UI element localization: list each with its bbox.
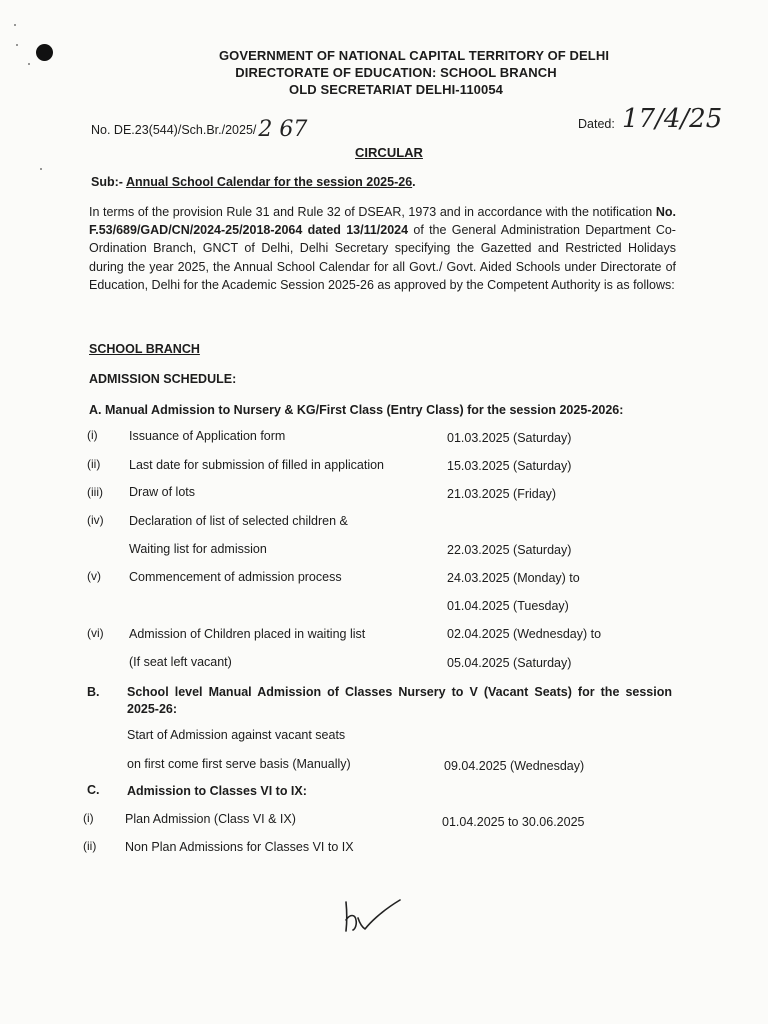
row-number: (i) <box>83 811 94 825</box>
header-line-1: GOVERNMENT OF NATIONAL CAPITAL TERRITORY OF DELHI <box>218 48 610 63</box>
row-description: Declaration of list of selected children & <box>129 514 348 528</box>
row-number: (i) <box>87 428 98 442</box>
reference-number-handwritten: 2 67 <box>258 117 308 142</box>
scan-speck <box>16 44 18 46</box>
row-number: (iii) <box>87 485 103 499</box>
section-b-letter: B. <box>87 685 100 699</box>
dated-handwritten: 17/4/25 <box>622 104 723 134</box>
section-c-letter: C. <box>87 783 100 797</box>
section-b-line-1: Start of Admission against vacant seats <box>127 728 346 742</box>
intro-part-1: In terms of the provision Rule 31 and Rule 32 of DSEAR, 1973 and in accordance with the notification <box>89 205 653 219</box>
row-date: 02.04.2025 (Wednesday) to <box>447 627 602 641</box>
row-description: Waiting list for admission <box>129 542 267 556</box>
header-line-2: DIRECTORATE OF EDUCATION: SCHOOL BRANCH <box>235 65 557 80</box>
circular-title: CIRCULAR <box>355 145 423 160</box>
scan-speck <box>40 168 42 170</box>
subject-end: . <box>412 175 416 189</box>
row-date: 22.03.2025 (Saturday) <box>447 543 572 557</box>
intro-notification-number: No. F.53/689/GAD/CN/2024-25/2018-2064 dated 13/11/2024 <box>89 205 676 238</box>
row-description: Draw of lots <box>129 485 195 499</box>
row-date: 21.03.2025 (Friday) <box>447 487 557 501</box>
intro-part-2: of the General Administration Department Co- Ordination Branch, GNCT of Delhi, Delhi Secretary specifying the Gazetted and Restricted Holidays during the year 2025, the Annual School Calendar for all Govt./ Govt. Aided Schools under Directorate of Education, Delhi for the Academic Session 2025-26 as approved by the Competent Authority is as follows: <box>89 223 676 292</box>
row-number: (ii) <box>87 457 101 471</box>
row-date: 15.03.2025 (Saturday) <box>447 459 572 473</box>
school-branch-heading: SCHOOL BRANCH <box>89 342 200 356</box>
row-date: 01.03.2025 (Saturday) <box>447 431 572 445</box>
row-date: 24.03.2025 (Monday) to <box>447 571 580 585</box>
row-number: (v) <box>87 569 101 583</box>
section-a-title: A. Manual Admission to Nursery & KG/First Class (Entry Class) for the session 2025-2026: <box>89 403 624 417</box>
row-date: 05.04.2025 (Saturday) <box>447 656 572 670</box>
signature-initials <box>340 894 410 939</box>
row-date: 01.04.2025 (Tuesday) <box>447 599 569 613</box>
row-description: Plan Admission (Class VI & IX) <box>125 812 296 826</box>
intro-paragraph <box>89 203 676 294</box>
subject-text: Annual School Calendar for the session 2025-26 <box>125 175 413 189</box>
row-description: Commencement of admission process <box>129 570 342 584</box>
section-b-line-2: on first come first serve basis (Manually) <box>127 757 351 771</box>
section-b-date: 09.04.2025 (Wednesday) <box>444 759 585 773</box>
row-description: Non Plan Admissions for Classes VI to IX <box>125 840 354 854</box>
row-date: 01.04.2025 to 30.06.2025 <box>442 815 585 829</box>
admission-schedule-heading: ADMISSION SCHEDULE: <box>89 372 237 386</box>
header-line-3: OLD SECRETARIAT DELHI-110054 <box>289 82 503 97</box>
section-b-title: School level Manual Admission of Classes Nursery to V (Vacant Seats) for the session 2025-26: <box>127 685 672 716</box>
scan-speck <box>14 24 16 26</box>
section-c-title: Admission to Classes VI to IX: <box>127 784 307 798</box>
subject-line <box>91 175 416 189</box>
subject-label: Sub:- <box>91 175 123 189</box>
dated-label: Dated: <box>578 117 615 131</box>
row-number: (vi) <box>87 626 104 640</box>
row-number: (iv) <box>87 513 104 527</box>
row-number: (ii) <box>83 839 97 853</box>
row-description: (If seat left vacant) <box>129 655 232 669</box>
reference-number-text: No. DE.23(544)/Sch.Br./2025/ <box>91 123 257 137</box>
reference-number <box>91 115 307 140</box>
row-description: Admission of Children placed in waiting list <box>129 627 366 641</box>
row-description: Issuance of Application form <box>129 429 286 443</box>
row-description: Last date for submission of filled in application <box>129 458 385 472</box>
